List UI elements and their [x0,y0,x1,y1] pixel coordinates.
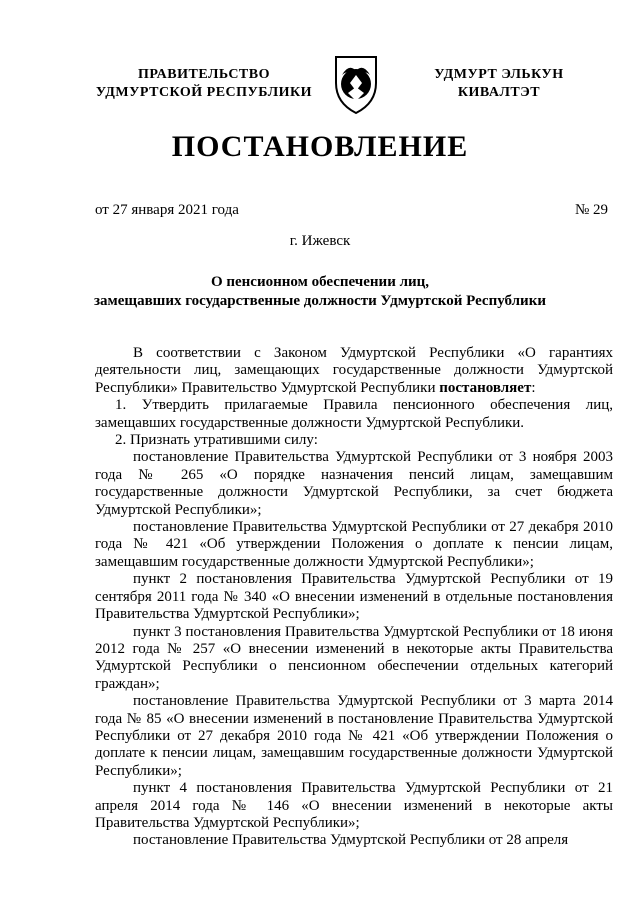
document-title: ПОСТАНОВЛЕНИЕ [171,130,469,163]
repealed-item-6: пункт 4 постановления Правительства Удмуртской Республики от 21 апреля 2014 года № 146 «О внесении изменений в некоторые акты Правительства Удмуртской Республики»; [95,780,613,831]
header-right [414,66,584,102]
repealed-item-7: постановление Правительства Удмуртской Республики от 28 апреля [133,832,569,849]
document-body [95,345,613,850]
document-number: № 29 [574,202,608,218]
header-right-line1: УДМУРТ ЭЛЬКУН [434,67,564,82]
document-date: от 27 января 2021 года [95,202,239,218]
repealed-item-2: постановление Правительства Удмуртской Республики от 27 декабря 2010 года № 421 «Об утверждении Положения о доплате к пенсии лицам, замещавшим государственные должности Удмуртской Республики»; [95,519,613,570]
header-right-line2: КИВАЛТЭТ [457,85,541,100]
intro-text: В соответствии с Законом Удмуртской Республики «О гарантиях деятельности лиц, замещающих государственные должности Удмуртской Республики» Правительство Удмуртской Республики [95,345,613,396]
document-city: г. Ижевск [289,233,351,249]
subject-line1: О пенсионном обеспечении лиц, [210,274,430,290]
header-left-line1: ПРАВИТЕЛЬСТВО [138,67,270,82]
intro-bold: постановляет [439,379,532,396]
intro-paragraph [95,345,613,397]
subject-line2: замещавших государственные должности Удмуртской Республики [94,293,546,309]
repealed-item-1: постановление Правительства Удмуртской Республики от 3 ноября 2003 года № 265 «О порядке назначения пенсий лицам, замещавшим государственные должности Удмуртской Республики, за счет бюджета Удмуртской Республики»; [95,449,613,518]
item-2: 2. Признать утратившими силу: [115,432,318,449]
repealed-item-3: пункт 2 постановления Правительства Удмуртской Республики от 19 сентября 2011 года № 340 «О внесении изменений в отдельные постановления Правительства Удмуртской Республики»; [95,571,613,623]
intro-end: : [531,379,536,396]
document-subject [0,273,640,311]
item-1: 1. Утвердить прилагаемые Правила пенсионного обеспечения лиц, замещавших государственные должности Удмуртской Республики. [95,397,613,431]
header-left [84,66,324,102]
repealed-item-5: постановление Правительства Удмуртской Республики от 3 марта 2014 года № 85 «О внесении изменений в постановление Правительства Удмуртской Республики от 27 декабря 2010 года № 421 «Об утверждении Положения о доплате к пенсии лицам, замещавшим государственные должности Удмуртской Республики»; [95,693,613,779]
coat-of-arms-emblem [331,53,381,115]
repealed-item-4: пункт 3 постановления Правительства Удмуртской Республики от 18 июня 2012 года № 257 «О внесении изменений в некоторые акты Правительства Удмуртской Республики о пенсионном обеспечении отдельных категорий граждан»; [95,623,613,692]
header-left-line2: УДМУРТСКОЙ РЕСПУБЛИКИ [95,85,313,100]
